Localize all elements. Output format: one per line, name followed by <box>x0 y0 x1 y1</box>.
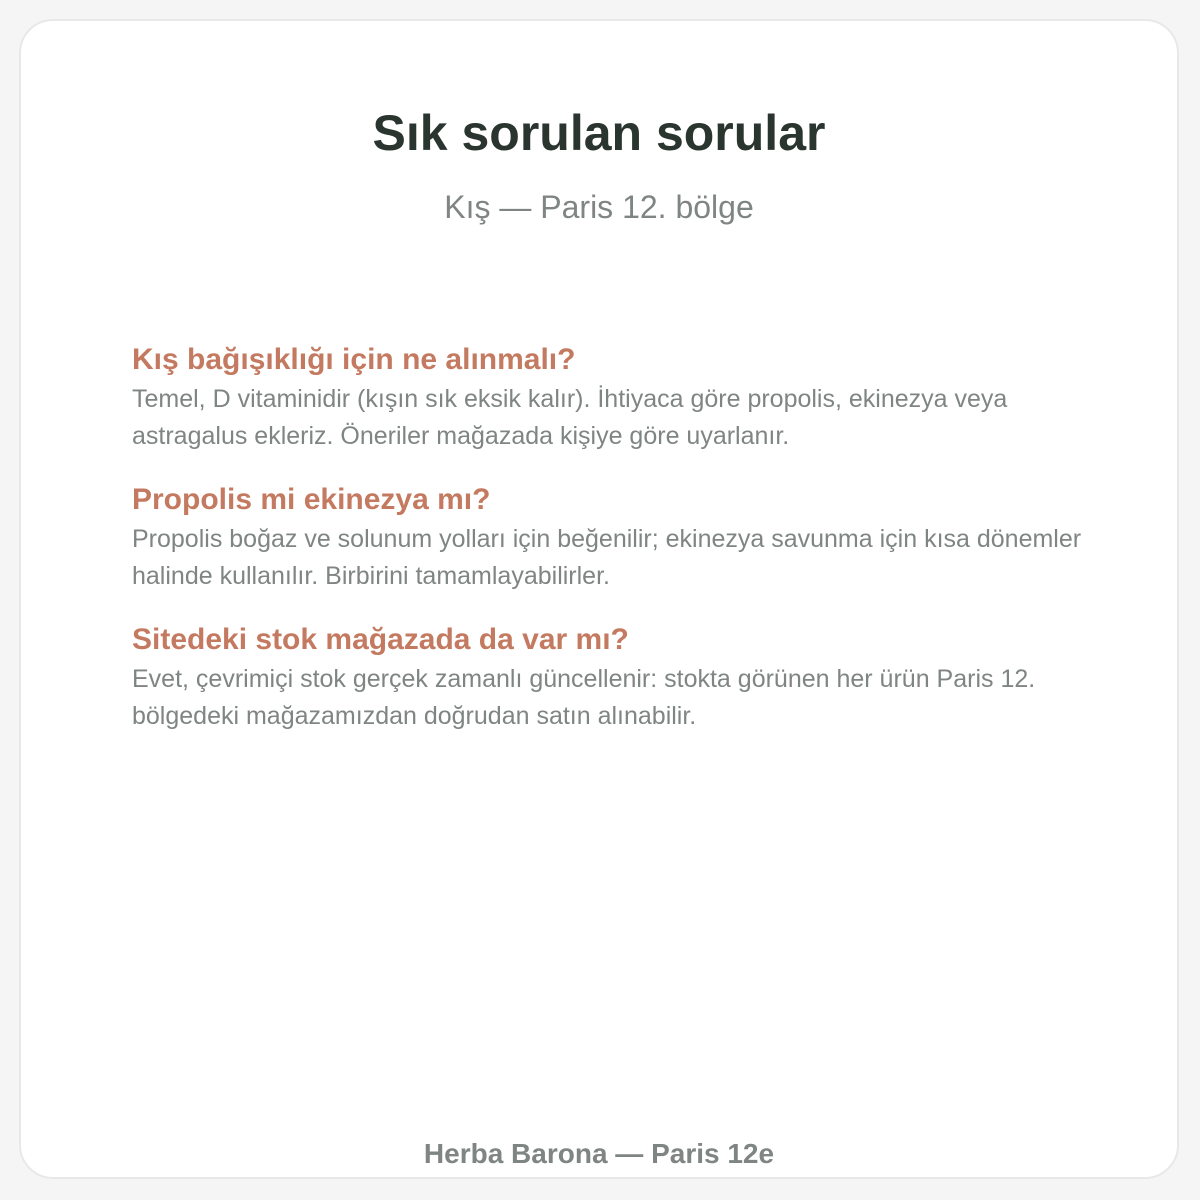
faq-item-propolis <box>132 481 1112 595</box>
faq-question: Sitedeki stok mağazada da var mı? <box>132 623 629 656</box>
footer-brand: Herba Barona — Paris 12e <box>423 1138 775 1169</box>
faq-list <box>132 341 1112 761</box>
page-title: Sık sorulan sorular <box>372 105 826 161</box>
faq-answer: Propolis boğaz ve solunum yolları için beğenilir; ekinezya savunma için kısa dönemler halinde kullanılır. Birbirini tamamlayabilirler. <box>132 525 1082 590</box>
faq-answer: Temel, D vitaminidir (kışın sık eksik kalır). İhtiyaca göre propolis, ekinezya veya astragalus ekleriz. Öneriler mağazada kişiye göre uyarlanır. <box>132 385 1008 450</box>
faq-card <box>19 19 1179 1179</box>
faq-question: Propolis mi ekinezya mı? <box>132 483 491 516</box>
faq-item-stock <box>132 621 1112 735</box>
faq-answer: Evet, çevrimiçi stok gerçek zamanlı güncellenir: stokta görünen her ürün Paris 12. bölgedeki mağazamızdan doğrudan satın alınabilir. <box>132 665 1036 730</box>
page-subtitle: Kış — Paris 12. bölge <box>444 189 754 225</box>
faq-question: Kış bağışıklığı için ne alınmalı? <box>132 343 576 376</box>
faq-item-immunity <box>132 341 1112 455</box>
